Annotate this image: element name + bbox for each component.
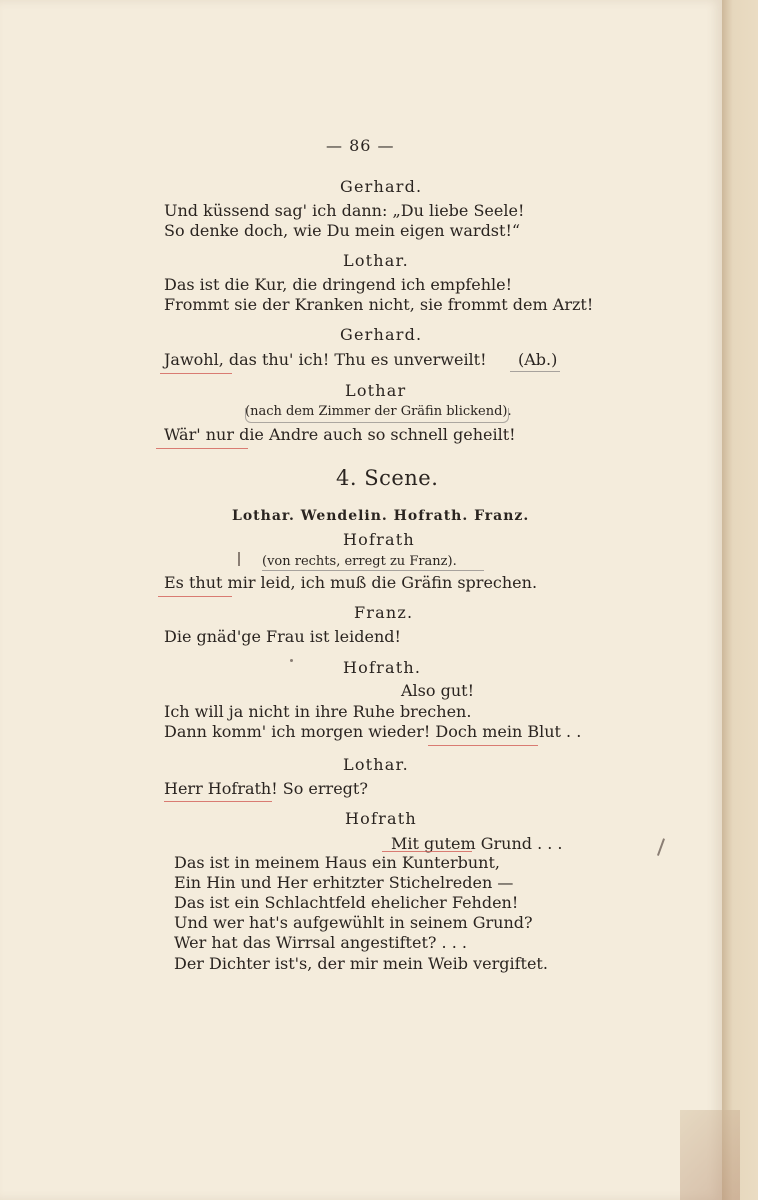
verse-line: Jawohl, das thu' ich! Thu es unverweilt! (164, 350, 487, 369)
verse-line: Also gut! (401, 681, 475, 700)
speaker-name: Hofrath. (343, 658, 422, 677)
verse-line: Es thut mir leid, ich muß die Gräfin sprechen. (164, 573, 538, 592)
red-pencil-underline (164, 801, 272, 802)
stage-direction: (Ab.) (518, 350, 558, 369)
stage-direction: (von rechts, erregt zu Franz). (262, 554, 457, 569)
verse-line: Dann komm' ich morgen wieder! Doch mein Blut . . (164, 722, 582, 741)
verse-line: Mit gutem Grund . . . (391, 834, 563, 853)
speaker-name: Gerhard. (340, 177, 423, 196)
stage-direction: (nach dem Zimmer der Gräfin blickend). (245, 404, 512, 419)
red-pencil-underline (158, 596, 232, 597)
verse-line: Das ist ein Schlachtfeld ehelicher Fehden! (174, 893, 519, 912)
page-number: — 86 — (326, 136, 395, 155)
red-pencil-underline (160, 373, 232, 374)
scene-heading: 4. Scene. (336, 466, 439, 490)
cast-list: Lothar. Wendelin. Hofrath. Franz. (232, 508, 530, 524)
verse-line: Der Dichter ist's, der mir mein Weib vergiftet. (174, 954, 548, 973)
gray-pencil-underline (262, 570, 484, 571)
verse-line: So denke doch, wie Du mein eigen wardst!“ (164, 221, 521, 240)
red-pencil-underline (382, 851, 472, 852)
verse-line: Und wer hat's aufgewühlt in seinem Grund? (174, 913, 533, 932)
verse-line: Das ist in meinem Haus ein Kunterbunt, (174, 853, 500, 872)
speaker-name: Hofrath (345, 809, 417, 828)
verse-line: Ich will ja nicht in ihre Ruhe brechen. (164, 702, 472, 721)
speaker-name: Lothar. (343, 251, 409, 270)
speaker-name: Hofrath (343, 530, 415, 549)
speaker-name: Gerhard. (340, 325, 423, 344)
red-pencil-underline (428, 745, 538, 746)
verse-line: Wär' nur die Andre auch so schnell geheilt! (164, 425, 516, 444)
cover-corner (680, 1110, 740, 1200)
speaker-name: Franz. (354, 603, 414, 622)
verse-line: Und küssend sag' ich dann: „Du liebe Seele! (164, 201, 525, 220)
verse-line: Wer hat das Wirrsal angestiftet? . . . (174, 933, 467, 952)
pencil-dot (290, 659, 293, 662)
pencil-margin-mark (657, 838, 665, 855)
verse-line: Die gnäd'ge Frau ist leidend! (164, 627, 401, 646)
verse-line: Frommt sie der Kranken nicht, sie frommt dem Arzt! (164, 295, 594, 314)
verse-line: Ein Hin und Her erhitzter Stichelreden — (174, 873, 514, 892)
speaker-name: Lothar. (343, 755, 409, 774)
verse-line: Das ist die Kur, die dringend ich empfehle! (164, 275, 513, 294)
pencil-tick (238, 552, 240, 566)
gray-pencil-bracket (245, 408, 509, 423)
speaker-name: Lothar (345, 381, 407, 400)
next-page-edge (722, 0, 758, 1200)
red-pencil-underline (156, 448, 248, 449)
verse-line: Herr Hofrath! So erregt? (164, 779, 368, 798)
gray-pencil-underline (510, 371, 560, 372)
